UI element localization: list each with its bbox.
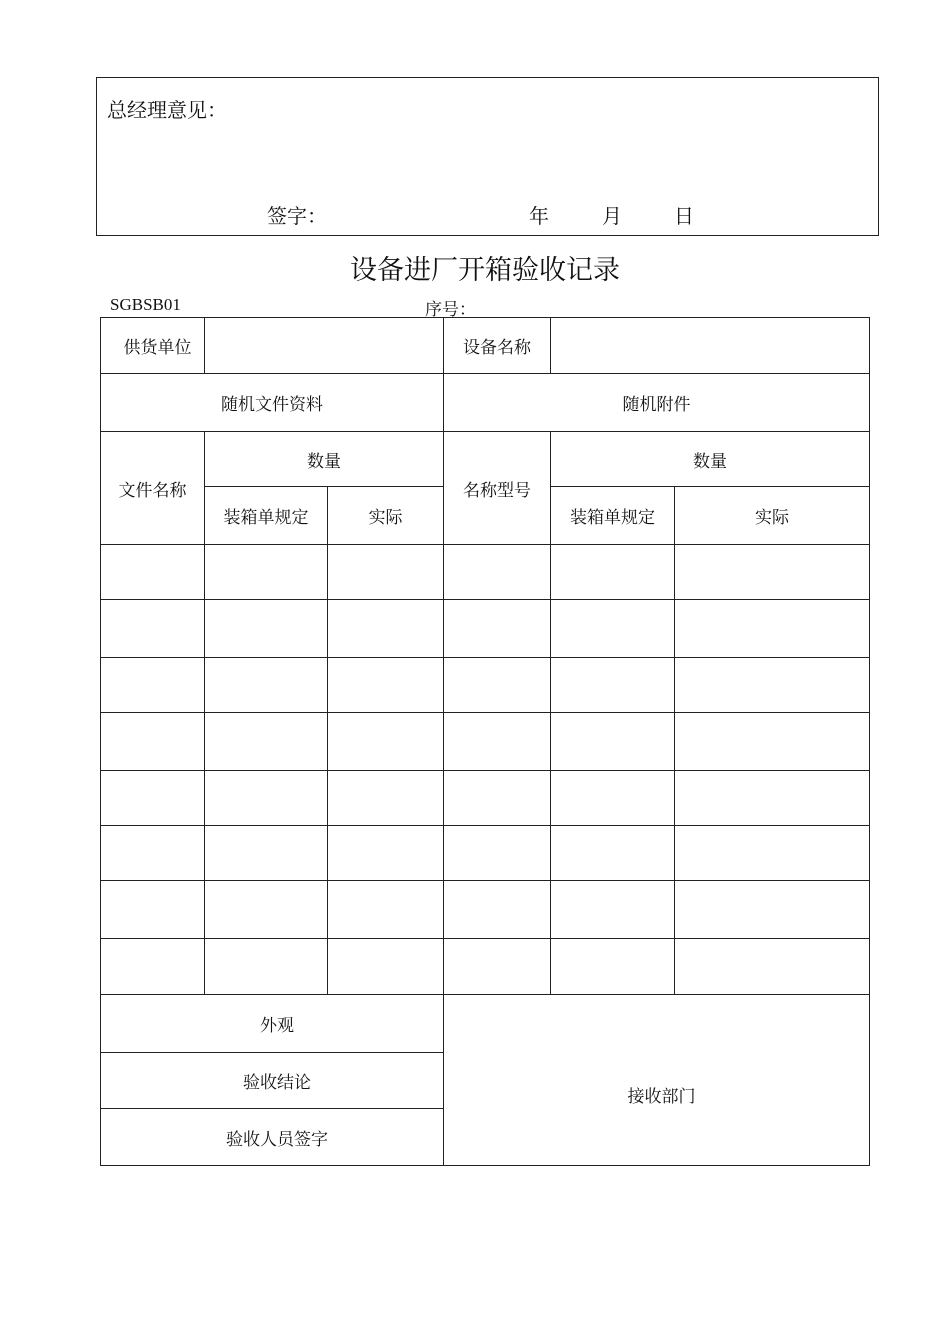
table-cell[interactable] — [328, 600, 444, 658]
table-cell[interactable] — [675, 713, 870, 771]
table-cell[interactable] — [205, 600, 328, 658]
table-cell[interactable] — [675, 881, 870, 939]
table-cell[interactable] — [101, 600, 205, 658]
table-cell[interactable] — [101, 881, 205, 939]
gm-opinion-label: 总经理意见： — [107, 98, 227, 122]
table-row — [101, 826, 870, 881]
actual-header-2: 实际 — [675, 487, 870, 545]
table-row — [101, 713, 870, 771]
table-row — [101, 600, 870, 658]
table-cell[interactable] — [675, 939, 870, 995]
table-cell[interactable] — [205, 826, 328, 881]
actual-header: 实际 — [328, 487, 444, 545]
table-cell[interactable] — [551, 600, 675, 658]
table-cell[interactable] — [205, 713, 328, 771]
table-cell[interactable] — [444, 826, 551, 881]
quantity-header: 数量 — [205, 432, 444, 487]
table-cell[interactable] — [444, 713, 551, 771]
table-cell[interactable] — [328, 826, 444, 881]
equipment-name-label: 设备名称 — [444, 318, 551, 374]
table-cell[interactable] — [551, 771, 675, 826]
table-row — [101, 658, 870, 713]
table-row — [101, 545, 870, 600]
table-row — [101, 881, 870, 939]
conclusion-label: 验收结论 — [101, 1053, 444, 1109]
supplier-label: 供货单位 — [101, 318, 205, 374]
table-cell[interactable] — [444, 658, 551, 713]
accessories-section-header: 随机附件 — [444, 374, 870, 432]
signature-label: 签字： — [267, 204, 327, 228]
table-cell[interactable] — [551, 881, 675, 939]
model-name-header: 名称型号 — [444, 432, 551, 545]
table-cell[interactable] — [101, 658, 205, 713]
year-label: 年 — [529, 204, 549, 228]
appearance-label: 外观 — [101, 995, 444, 1053]
acceptance-form-table — [100, 317, 870, 1166]
table-cell[interactable] — [328, 658, 444, 713]
table-cell[interactable] — [444, 545, 551, 600]
inspector-sign-label: 验收人员签字 — [101, 1109, 444, 1166]
docs-section-header: 随机文件资料 — [101, 374, 444, 432]
table-cell[interactable] — [205, 881, 328, 939]
table-cell[interactable] — [101, 826, 205, 881]
page-title: 设备进厂开箱验收记录 — [350, 255, 620, 286]
table-cell[interactable] — [328, 771, 444, 826]
table-cell[interactable] — [444, 939, 551, 995]
table-cell[interactable] — [101, 939, 205, 995]
table-cell[interactable] — [328, 713, 444, 771]
table-cell[interactable] — [101, 713, 205, 771]
quantity-header-2: 数量 — [551, 432, 870, 487]
table-cell[interactable] — [551, 826, 675, 881]
supplier-field[interactable] — [205, 318, 444, 374]
gm-opinion-box — [96, 77, 879, 236]
table-cell[interactable] — [551, 713, 675, 771]
file-name-header: 文件名称 — [101, 432, 205, 545]
table-cell[interactable] — [205, 771, 328, 826]
table-cell[interactable] — [551, 939, 675, 995]
receiving-dept-label: 接收部门 — [444, 995, 870, 1166]
table-cell[interactable] — [551, 658, 675, 713]
table-cell[interactable] — [328, 881, 444, 939]
table-cell[interactable] — [205, 545, 328, 600]
table-cell[interactable] — [205, 658, 328, 713]
table-cell[interactable] — [675, 658, 870, 713]
packing-list-header: 装箱单规定 — [205, 487, 328, 545]
serial-number-label: 序号： — [425, 300, 476, 320]
packing-list-header-2: 装箱单规定 — [551, 487, 675, 545]
month-label: 月 — [602, 204, 622, 228]
table-cell[interactable] — [675, 600, 870, 658]
table-cell[interactable] — [444, 881, 551, 939]
table-cell[interactable] — [675, 545, 870, 600]
day-label: 日 — [674, 204, 694, 228]
table-cell[interactable] — [328, 545, 444, 600]
table-row — [101, 939, 870, 995]
table-cell[interactable] — [444, 771, 551, 826]
table-cell[interactable] — [205, 939, 328, 995]
table-row — [101, 771, 870, 826]
table-cell[interactable] — [551, 545, 675, 600]
table-cell[interactable] — [101, 771, 205, 826]
table-cell[interactable] — [101, 545, 205, 600]
equipment-name-field[interactable] — [551, 318, 870, 374]
table-cell[interactable] — [328, 939, 444, 995]
table-cell[interactable] — [444, 600, 551, 658]
document-code: SGBSB01 — [110, 295, 181, 314]
table-cell[interactable] — [675, 826, 870, 881]
table-cell[interactable] — [675, 771, 870, 826]
